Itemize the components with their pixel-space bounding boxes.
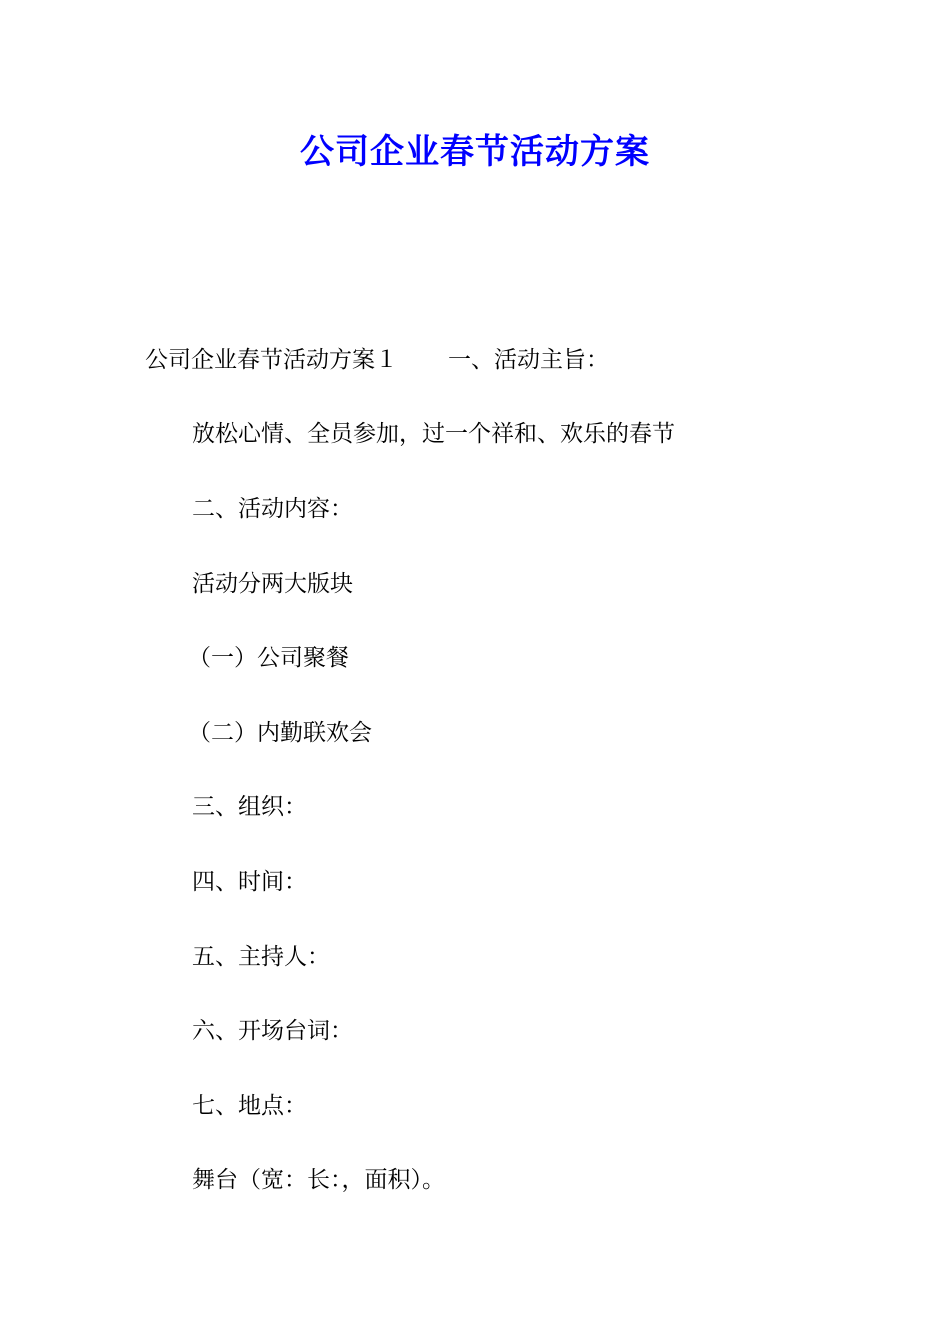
paragraph-stage-size: 舞台（宽：长：，面积）。 — [192, 1167, 445, 1193]
section-heading-location: 七、地点： — [192, 1093, 307, 1119]
paragraph-purpose-text: 放松心情、全员参加，过一个祥和、欢乐的春节 — [192, 421, 675, 447]
document-title: 公司企业春节活动方案 — [300, 132, 650, 172]
list-item-party: （二）内勤联欢会 — [188, 720, 372, 746]
list-item-dinner: （一）公司聚餐 — [188, 645, 349, 671]
section-heading-opening-lines: 六、开场台词： — [192, 1018, 353, 1044]
section-heading-organization: 三、组织： — [192, 794, 307, 820]
plan-heading: 公司企业春节活动方案１ — [145, 347, 398, 373]
section-heading-time: 四、时间： — [192, 869, 307, 895]
section-heading-content: 二、活动内容： — [192, 496, 353, 522]
section-heading-host: 五、主持人： — [192, 944, 330, 970]
section-heading-purpose: 一、活动主旨： — [448, 347, 609, 373]
paragraph-content-text: 活动分两大版块 — [192, 571, 353, 597]
first-line — [145, 344, 609, 376]
